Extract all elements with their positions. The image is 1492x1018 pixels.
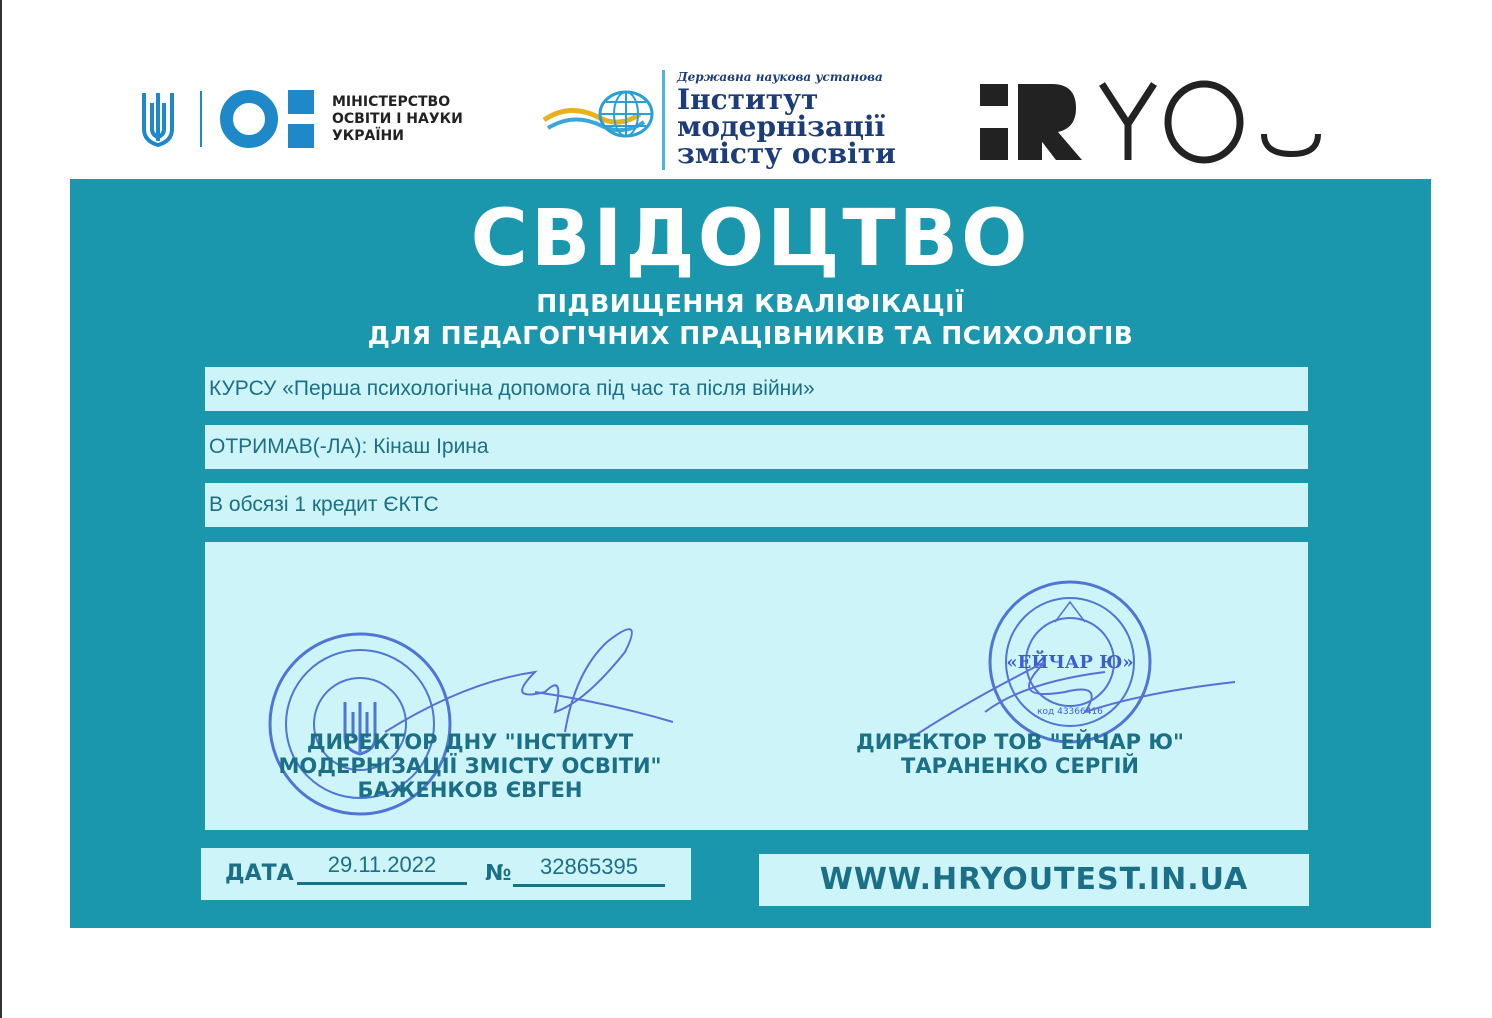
ministry-circle-mark xyxy=(220,90,278,148)
hryou-logo xyxy=(978,74,1338,174)
left-director-line-2: МОДЕРНІЗАЦІЇ ЗМІСТУ ОСВІТИ" xyxy=(278,754,662,778)
right-director-line-2: ТАРАНЕНКО СЕРГІЙ xyxy=(901,754,1139,778)
institute-name xyxy=(677,70,896,170)
certificate-subtitle-2: ДЛЯ ПЕДАГОГІЧНИХ ПРАЦІВНИКІВ ТА ПСИХОЛОГІВ xyxy=(367,321,1134,350)
credits-field: В обсязі 1 кредит ЄКТС xyxy=(205,483,1308,527)
right-stamp-center-text: «ЕЙЧАР Ю» xyxy=(1006,652,1134,673)
ministry-line-2: ОСВІТИ І НАУКИ xyxy=(332,110,463,127)
institute-divider xyxy=(662,70,665,170)
ministry-name xyxy=(332,94,463,145)
left-director-line-1: ДИРЕКТОР ДНУ "ІНСТИТУТ xyxy=(306,730,634,754)
certificate-panel xyxy=(70,179,1431,928)
left-signature xyxy=(385,629,673,732)
trident-icon xyxy=(138,89,178,149)
ministry-line-1: МІНІСТЕРСТВО xyxy=(332,93,451,110)
ministry-logo xyxy=(138,86,463,152)
institute-line-3: змісту освіти xyxy=(677,137,896,170)
signature-area xyxy=(205,542,1308,830)
number-label: № xyxy=(485,861,512,886)
scan-edge xyxy=(0,0,2,1018)
certificate-subtitle-1: ПІДВИЩЕННЯ КВАЛІФІКАЦІЇ xyxy=(536,289,965,318)
right-stamp-code: код 43366416 xyxy=(1037,707,1103,717)
ministry-bars-mark xyxy=(288,90,314,148)
date-value: 29.11.2022 xyxy=(297,852,467,885)
right-director-line-1: ДИРЕКТОР ТОВ "ЕЙЧАР Ю" xyxy=(856,730,1184,754)
date-label: ДАТА xyxy=(225,861,294,886)
institute-line-1: Інститут xyxy=(677,83,819,116)
left-director-line-3: БАЖЕНКОВ ЄВГЕН xyxy=(357,778,583,802)
institute-line-2: модернізації xyxy=(677,110,886,143)
website-link[interactable]: WWW.HRYOUTEST.IN.UA xyxy=(759,854,1309,906)
certificate-title: СВІДОЦТВО xyxy=(470,194,1031,284)
ministry-divider xyxy=(200,91,202,147)
institute-logo xyxy=(540,70,896,170)
recipient-field: ОТРИМАВ(-ЛА): Кінаш Ірина xyxy=(205,425,1308,469)
globe-icon xyxy=(540,84,658,144)
course-field: КУРСУ «Перша психологічна допомога під час та після війни» xyxy=(205,367,1308,411)
date-number-box xyxy=(201,848,691,900)
ministry-line-3: УКРАЇНИ xyxy=(332,127,404,144)
right-director xyxy=(825,730,1215,778)
number-value: 32865395 xyxy=(513,854,665,887)
institute-subtitle: Державна наукова установа xyxy=(677,70,883,84)
left-director xyxy=(255,730,685,802)
